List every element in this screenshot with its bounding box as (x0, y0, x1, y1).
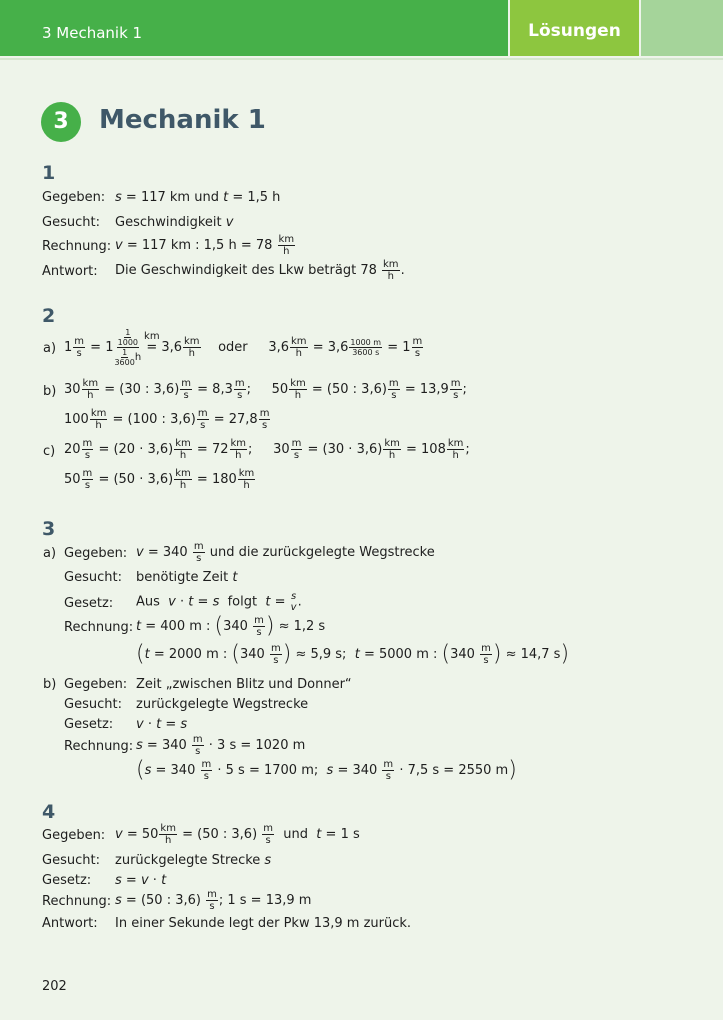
task-3b-gesetz-label: Gesetz: (64, 717, 114, 732)
task-1-gesucht-label: Gesucht: (42, 215, 100, 230)
task-3a-rechnung-label: Rechnung: (64, 620, 134, 635)
page-header (0, 0, 723, 56)
task-4-number: 4 (42, 801, 56, 823)
task-3a-gesetz-label: Gesetz: (64, 596, 114, 611)
task-2c-line-2: 50 $\frac{m}{s}$ = (50 · 3,6) $\frac{km}{h}$ = 180 $\frac{km}{h}$ (64, 468, 255, 491)
task-3-number: 3 (42, 518, 56, 540)
task-3b-gesucht-label: Gesucht: (64, 697, 122, 712)
task-1-number: 1 (42, 162, 56, 184)
task-2b-line-1: 30 $\frac{km}{h}$ = (30 : 3,6) $\frac{m}{s}$ = 8,3 $\frac{m}{s}$ ; 50 $\frac{km}{h}$ = (50 : 3,6) $\frac{m}{s}$ = 13,9 $\frac{m}{s}$ ; (64, 378, 467, 401)
task-2-number: 2 (42, 305, 56, 327)
task-3b-rechnung-label: Rechnung: (64, 739, 134, 754)
task-1-gegeben-label: Gegeben: (42, 190, 106, 205)
task-2b-label: b) (43, 384, 57, 399)
task-3b-rechnung-2: (s = 340 $\frac{m}{s}$ · 5 s = 1700 m; s = 340 $\frac{m}{s}$ · 7,5 s = 2550 m) (136, 757, 517, 783)
task-2c-line-1: 20 $\frac{m}{s}$ = (20 · 3,6) $\frac{km}{h}$ = 72 $\frac{km}{h}$ ; 30 $\frac{m}{s}$ = (30 · 3,6) $\frac{km}{h}$ = 108 $\frac{km}{h}$ ; (64, 438, 470, 461)
task-3b-gegeben: Zeit „zwischen Blitz und Donner“ (136, 677, 352, 692)
task-1-rechnung: v = 117 km : 1,5 h = 78 $\frac{km}{h}$ (115, 234, 295, 257)
task-3a-gesucht-label: Gesucht: (64, 570, 122, 585)
chapter-title: Mechanik 1 (99, 105, 266, 135)
page-number: 202 (42, 979, 67, 994)
task-3a-label: a) (43, 546, 57, 561)
task-4-gesucht-label: Gesucht: (42, 853, 100, 868)
task-3b-gesucht: zurückgelegte Wegstrecke (136, 697, 309, 712)
task-4-gegeben: v = 50 $\frac{km}{h}$ = (50 : 3,6) $\frac{m}{s}$ und t = 1 s (115, 823, 360, 846)
task-4-rechnung: s = (50 : 3,6) $\frac{m}{s}$ ; 1 s = 13,9 m (115, 889, 312, 912)
header-tab-decor (641, 0, 723, 56)
task-1-gesucht: Geschwindigkeit v (115, 215, 234, 230)
task-1-antwort-label: Antwort: (42, 264, 98, 279)
task-3a-gegeben-label: Gegeben: (64, 546, 128, 561)
task-1-gegeben: s = 117 km und t = 1,5 h (115, 190, 281, 205)
task-3b-gesetz: v · t = s (136, 717, 188, 732)
task-4-gesetz: s = v · t (115, 873, 167, 888)
header-bar (0, 0, 508, 56)
task-2a-label: a) (43, 341, 57, 356)
task-1-rechnung-label: Rechnung: (42, 239, 112, 254)
task-4-gegeben-label: Gegeben: (42, 828, 106, 843)
task-2c-label: c) (43, 444, 56, 459)
chapter-number-badge: 3 (41, 102, 81, 142)
header-divider (0, 58, 723, 60)
task-1-antwort: Die Geschwindigkeit des Lkw beträgt 78 $\frac{km}{h}$ . (115, 259, 405, 282)
task-4-rechnung-label: Rechnung: (42, 894, 112, 909)
task-3a-rechnung-2: (t = 2000 m : (340 $\frac{m}{s}$ ) ≈ 5,9 s; t = 5000 m : (340 $\frac{m}{s}$ ) ≈ 14,7 s) (136, 641, 570, 667)
task-3a-gesucht: benötigte Zeit t (136, 570, 238, 585)
task-3a-rechnung-1: t = 400 m : (340 $\frac{m}{s}$ ) ≈ 1,2 s (136, 613, 326, 639)
task-4-gesucht: zurückgelegte Strecke s (115, 853, 272, 868)
task-2a-formula: 1 $\frac{m}{s}$ = 1 1 1000 km 1 3600 h = 3,6 $\frac{km}{h}$ oder 3,6 $\frac{km}{h}$ = 3,6 $\frac{1000 m}{3600 s}$ = 1 $\frac{m}{s}$ (64, 328, 423, 367)
task-3b-label: b) (43, 677, 57, 692)
task-3b-gegeben-label: Gegeben: (64, 677, 128, 692)
task-4-antwort-label: Antwort: (42, 916, 98, 931)
header-tab-loesungen: Lösungen (510, 0, 639, 56)
task-3a-gesetz: Aus v · t = s folgt t = s v . (136, 591, 302, 613)
task-3b-rechnung-1: s = 340 $\frac{m}{s}$ · 3 s = 1020 m (136, 734, 306, 757)
task-3a-gegeben: v = 340 $\frac{m}{s}$ und die zurückgelegte Wegstrecke (136, 541, 435, 564)
header-section-title: 3 Mechanik 1 (42, 24, 143, 42)
task-4-gesetz-label: Gesetz: (42, 873, 92, 888)
task-4-antwort: In einer Sekunde legt der Pkw 13,9 m zurück. (115, 916, 412, 931)
task-2b-line-2: 100 $\frac{km}{h}$ = (100 : 3,6) $\frac{m}{s}$ = 27,8 $\frac{m}{s}$ (64, 408, 270, 431)
